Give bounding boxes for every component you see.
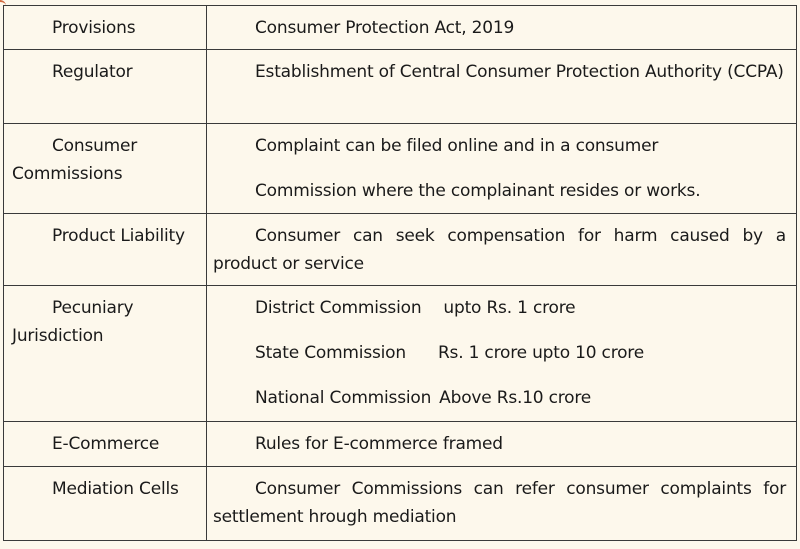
value-text: Consumer Protection Act, 2019 xyxy=(255,18,515,38)
row-label-consumer-commissions: Consumer Commissions xyxy=(4,124,207,214)
table-row xyxy=(4,467,797,541)
row-value-pecuniary-jurisdiction xyxy=(207,286,797,422)
jurisdiction-limit: Rs. 1 crore upto 10 crore xyxy=(437,343,644,363)
jurisdiction-level: State Commission xyxy=(255,343,406,363)
row-value-provisions xyxy=(207,6,797,50)
table-row xyxy=(4,124,797,214)
value-text: Rules for E-commerce framed xyxy=(255,434,503,454)
table-row xyxy=(4,286,797,422)
table-row xyxy=(4,422,797,467)
value-text: Complaint can be filed online and in a consumer xyxy=(255,136,659,156)
row-value-regulator xyxy=(207,50,797,124)
row-value-product-liability xyxy=(207,214,797,286)
row-label-pecuniary-jurisdiction: Pecuniary Jurisdiction xyxy=(4,286,207,422)
value-text: Establishment of Central Consumer Protection Authority (CCPA) xyxy=(255,62,784,82)
table-row xyxy=(4,214,797,286)
jurisdiction-line-state xyxy=(213,339,786,367)
jurisdiction-limit: Above Rs.10 crore xyxy=(439,388,592,408)
jurisdiction-line-national xyxy=(213,384,786,412)
jurisdiction-line-district xyxy=(213,294,786,322)
row-label-product-liability: Product Liability xyxy=(4,214,207,286)
table-row xyxy=(4,50,797,124)
jurisdiction-level: District Commission xyxy=(255,298,422,318)
row-value-mediation-cells xyxy=(207,467,797,541)
row-label-e-commerce: E-Commerce xyxy=(4,422,207,467)
row-label-mediation-cells: Mediation Cells xyxy=(4,467,207,541)
jurisdiction-limit: upto Rs. 1 crore xyxy=(443,298,576,318)
row-label-provisions: Provisions xyxy=(4,6,207,50)
jurisdiction-level: National Commission xyxy=(255,388,432,408)
row-value-consumer-commissions xyxy=(207,124,797,214)
table-row xyxy=(4,6,797,50)
consumer-protection-table xyxy=(3,5,797,541)
row-label-regulator: Regulator xyxy=(4,50,207,124)
row-value-e-commerce xyxy=(207,422,797,467)
value-text: Consumer can seek compensation for harm caused by a product or service xyxy=(213,226,786,274)
value-text: Commission where the complainant resides or works. xyxy=(255,181,701,201)
value-text: Consumer Commissions can refer consumer complaints for settlement hrough mediation xyxy=(213,479,786,527)
